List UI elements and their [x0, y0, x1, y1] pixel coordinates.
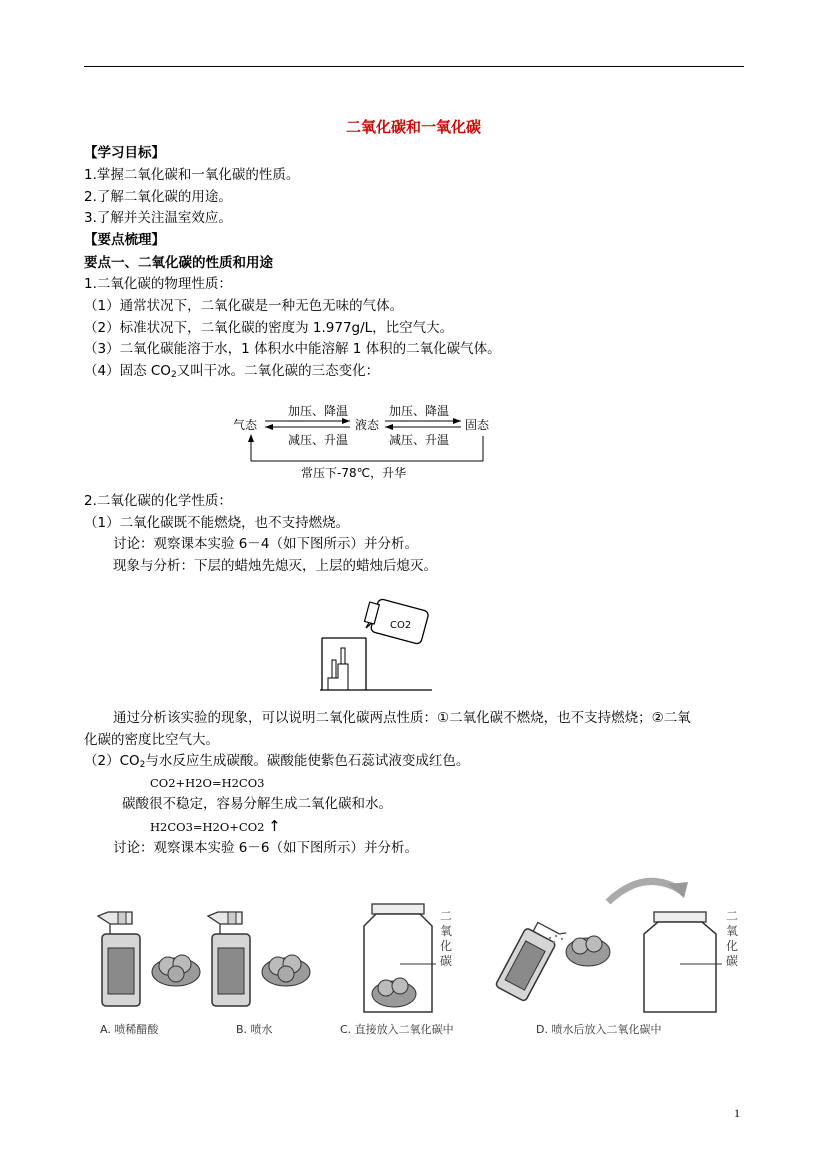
candle-experiment-figure	[318, 598, 438, 694]
objective-item: 2.了解二氧化碳的用途。	[84, 189, 232, 205]
objective-item: 1.掌握二氧化碳和一氧化碳的性质。	[84, 167, 300, 183]
chemical-item-2: $(2)CO_2$与水反应生成碳酸。碳酸能使紫色石蕊试液变成红色。	[84, 753, 470, 770]
gas-up-arrow-icon: ↑	[268, 817, 281, 835]
spray-bottle-icon	[208, 912, 250, 1006]
arrow-right-icon	[342, 418, 350, 424]
physical-item-4: （4）固态 $CO_2$又叫干冰。二氧化碳的三态变化：	[84, 363, 380, 380]
spray-bottle-icon	[495, 915, 566, 1003]
gas-label: 气态	[233, 418, 258, 432]
objectives-heading: 【学习目标】	[84, 145, 165, 161]
forward-label: 加压、降温	[389, 404, 450, 418]
arrow-right-icon	[453, 418, 461, 424]
physical-item: （3）二氧化碳能溶于水，1 体积水中能溶解 1 体积的二氧化碳气体。	[84, 341, 501, 357]
jar-icon	[644, 912, 716, 1012]
analysis-line-2: 化碳的密度比空气大。	[84, 732, 219, 748]
candle-icon	[341, 648, 345, 664]
analysis-line-1: 通过分析该实验的现象，可以说明二氧化碳两点性质：①二氧化碳不燃烧，也不支持燃烧；②二氧	[113, 710, 691, 726]
flower-icon	[566, 936, 610, 966]
spray-bottle-icon	[98, 912, 140, 1006]
unstable-text: 碳酸很不稳定，容易分解生成二氧化碳和水。	[122, 796, 392, 812]
objective-item: 3.了解并关注温室效应。	[84, 210, 232, 226]
physical-title: 1.二氧化碳的物理性质：	[84, 276, 232, 292]
solid-label: 固态	[465, 418, 490, 432]
page-title: 二氧化碳和一氧化碳	[345, 118, 481, 136]
physical-item: （2）标准状况下，二氧化碳的密度为 1.977g/L，比空气大。	[84, 320, 454, 336]
svg-text:二氧化碳: 二氧化碳	[726, 909, 739, 968]
forward-label: 加压、降温	[288, 404, 349, 418]
flower-icon	[152, 955, 200, 986]
flower-icon	[262, 955, 310, 986]
page-number: 1	[734, 1106, 740, 1120]
backward-label: 减压、升温	[288, 433, 349, 447]
equation-2: H2CO3=H2O+CO2 ↑	[150, 817, 281, 835]
jar-label-c	[440, 909, 452, 968]
caption-b: B. 喷水	[236, 1023, 273, 1036]
arrow-left-icon	[385, 424, 393, 430]
equation-1: CO2+H2O=H2CO3	[150, 776, 265, 790]
caption-d: D. 喷水后放入二氧化碳中	[536, 1023, 662, 1036]
chemical-item-1: （1）二氧化碳既不能燃烧，也不支持燃烧。	[84, 515, 350, 531]
chemical-title: 2.二氧化碳的化学性质：	[84, 493, 232, 509]
co2-label: CO2	[390, 620, 412, 631]
jar-label-d	[726, 909, 738, 968]
candle-icon	[332, 660, 336, 678]
points-heading: 【要点梳理】	[84, 232, 165, 248]
backward-label: 减压、升温	[389, 433, 450, 447]
sublimation-label: 常压下-78℃，升华	[301, 466, 407, 480]
header-rule	[84, 66, 744, 67]
arrow-left-icon	[265, 424, 273, 430]
caption-a: A. 喷稀醋酸	[100, 1023, 159, 1036]
section-heading: 要点一、二氧化碳的性质和用途	[84, 255, 273, 271]
phenomenon-text: 现象与分析：下层的蜡烛先熄灭，上层的蜡烛后熄灭。	[113, 558, 437, 574]
discussion-2: 讨论：观察课本实验 6－6（如下图所示）并分析。	[113, 840, 418, 856]
arrow-up-icon	[248, 434, 254, 442]
discussion-1: 讨论：观察课本实验 6－4（如下图所示）并分析。	[113, 536, 418, 552]
flower-experiment-figure	[88, 868, 768, 1048]
svg-text:二氧化碳: 二氧化碳	[440, 909, 453, 968]
state-change-diagram	[225, 396, 505, 486]
caption-c: C. 直接放入二氧化碳中	[340, 1023, 454, 1036]
physical-item: （1）通常状况下，二氧化碳是一种无色无味的气体。	[84, 298, 404, 314]
liquid-label: 液态	[355, 418, 380, 432]
